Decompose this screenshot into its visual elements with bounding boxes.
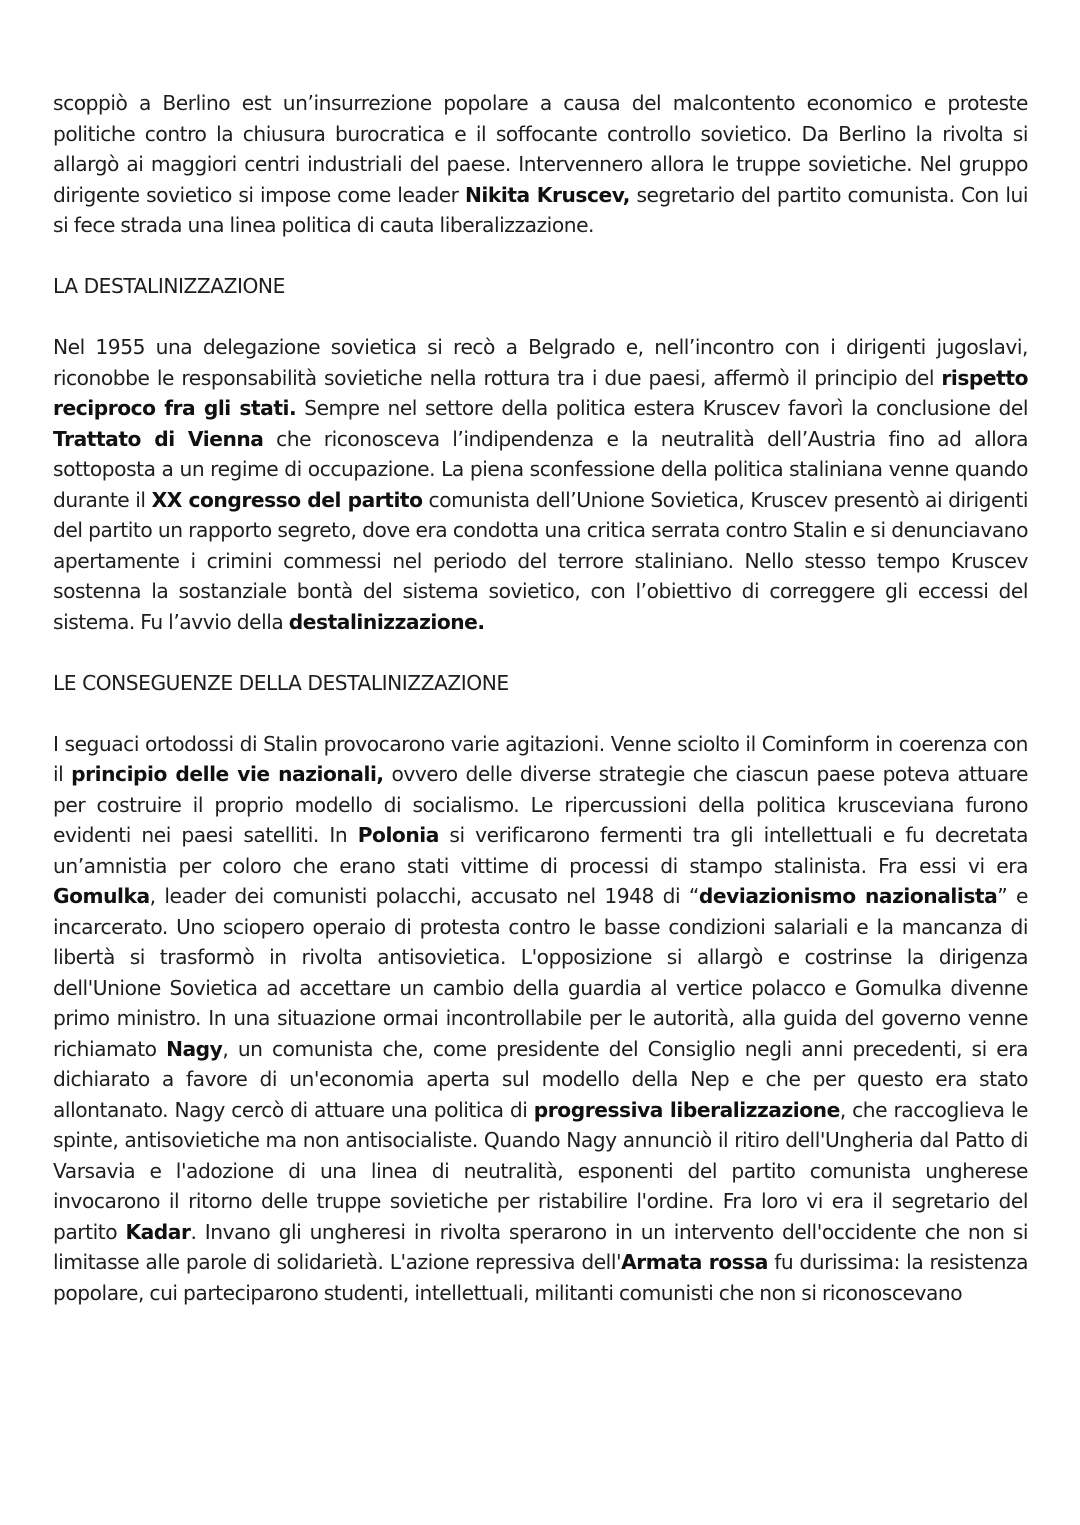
paragraph-gap <box>53 302 1028 333</box>
bold-term: Gomulka <box>53 884 150 908</box>
text-span: si verificarono fermenti tra gli intellettuali e fu decretata un’amnistia per coloro che erano stati vittime di processi di stampo stalinista. Fra essi vi era <box>53 823 1028 878</box>
intro-paragraph <box>53 88 1028 241</box>
bold-term: progressiva liberalizzazione <box>533 1097 840 1122</box>
text-span: , che raccoglieva le spinte, antisovietiche ma non antisocialiste. Quando Nagy annunciò il ritiro dell'Ungheria dal Patto di Varsavia e l'adozione di una linea di neutralità, esponenti del partito comunista ungherese invocarono il ritorno delle truppe sovietiche per ristabilire l'ordine. Fra loro vi era il segretario del partito <box>53 1097 1028 1244</box>
text-span: comunista dell’Unione Sovietica, Kruscev presentò ai dirigenti del partito un rapporto segreto, dove era condotta una critica serrata contro Stalin e si denunciavano apertamente i crimini commessi nel periodo del terrore staliniano. Nello stesso tempo Kruscev sostenna la sostanziale bontà del sistema sovietico, con l’obiettivo di correggere gli eccessi del sistema. Fu l’avvio della <box>53 487 1028 634</box>
bold-term: rispetto reciproco fra gli stati. <box>53 365 1028 420</box>
text-span: , leader dei comunisti polacchi, accusato nel 1948 di “ <box>149 884 699 908</box>
bold-term: deviazionismo nazionalista <box>698 884 998 908</box>
text-span: I seguaci ortodossi di Stalin provocarono varie agitazioni. Venne sciolto il Cominform in coerenza con il <box>53 731 1028 786</box>
bold-term: Armata rossa <box>621 1250 768 1274</box>
paragraph-gap <box>53 698 1028 729</box>
text-span: ovvero delle diverse strategie che ciascun paese poteva attuare per costruire il proprio modello di socialismo. Le ripercussioni della politica krusceviana furono evidenti nei paesi satelliti. In <box>53 762 1029 847</box>
bold-term: destalinizzazione. <box>288 609 485 634</box>
paragraph-gap <box>53 637 1028 668</box>
text-span: , un comunista che, come presidente del Consiglio negli anni precedenti, si era dichiarato a favore di un'economia aperta sul modello della Nep e che per questo era stato allontanato. Nagy cercò di attuare una politica di <box>53 1036 1028 1122</box>
destalinizzazione-paragraph <box>53 332 1028 637</box>
text-span: fu durissima: la resistenza popolare, cui parteciparono studenti, intellettuali, militanti comunisti che non si riconoscevano <box>53 1250 1028 1305</box>
text-span: Nel 1955 una delegazione sovietica si recò a Belgrado e, nell’incontro con i dirigenti jugoslavi, riconobbe le responsabilità sovietiche nella rottura tra i due paesi, affermò il principio del <box>53 335 1028 390</box>
text-span: Sempre nel settore della politica estera Kruscev favorì la conclusione del <box>296 396 1028 420</box>
text-span: ” e incarcerato. Uno sciopero operaio di protesta contro le basse condizioni salariali e la mancanza di libertà si trasformò in rivolta antisovietica. L'opposizione si allargò e costrinse la dirigenza dell'Unione Sovietica ad accettare un cambio della guardia al vertice polacco e Gomulka divenne primo ministro. In una situazione ormai incontrollabile per le autorità, alla guida del governo venne richiamato <box>53 884 1028 1061</box>
conseguenze-paragraph <box>53 729 1028 1309</box>
bold-term: principio delle vie nazionali, <box>71 762 384 786</box>
text-span: segretario del partito comunista. Con lui si fece strada una linea politica di cauta liberalizzazione. <box>53 182 1028 237</box>
paragraph-gap <box>53 241 1028 272</box>
section-heading-conseguenze: LE CONSEGUENZE DELLA DESTALINIZZAZIONE <box>53 670 509 695</box>
bold-term: XX congresso del partito <box>151 487 423 512</box>
section-heading-destalinizzazione: LA DESTALINIZZAZIONE <box>53 274 285 298</box>
bold-term: Kadar <box>125 1219 191 1244</box>
bold-term: Polonia <box>357 823 439 847</box>
text-span: scoppiò a Berlino est un’insurrezione popolare a causa del malcontento economico e proteste politiche contro la chiusura burocratica e il soffocante controllo sovietico. Da Berlino la rivolta si allargò ai maggiori centri industriali del paese. Intervennero allora le truppe sovietiche. Nel gruppo dirigente sovietico si impose come leader <box>53 91 1028 207</box>
text-span: che riconosceva l’indipendenza e la neutralità dell’Austria fino ad allora sottoposta a un regime di occupazione. La piena sconfessione della politica staliniana venne quando durante il <box>53 426 1028 512</box>
bold-term: Nagy <box>166 1036 223 1061</box>
text-span: . Invano gli ungheresi in rivolta sperarono in un intervento dell'occidente che non si limitasse alle parole di solidarietà. L'azione repressiva dell' <box>53 1219 1028 1274</box>
bold-term: Trattato di Vienna <box>53 426 264 451</box>
bold-term: Nikita Kruscev, <box>464 182 631 207</box>
